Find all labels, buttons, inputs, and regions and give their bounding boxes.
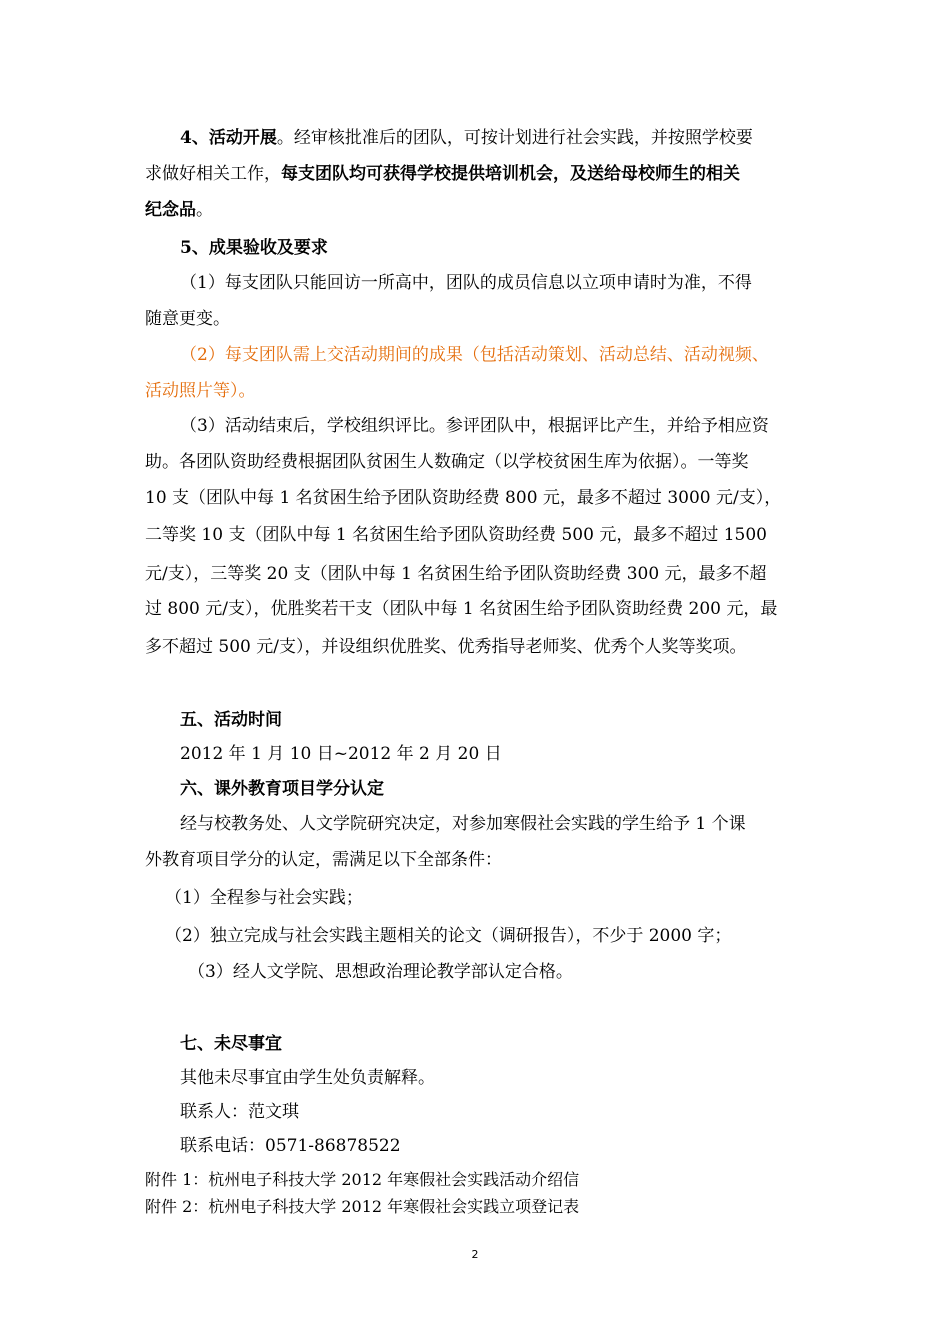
section-5-item-3-line-3: 10 支（团队中每 1 名贫困生给予团队资助经费 800 元，最多不超过 3000 元/支），: [145, 488, 782, 508]
section-5-item-3-line-2: 助。各团队资助经费根据团队贫困生人数确定（以学校贫困生库为依据）。一等奖: [145, 452, 749, 472]
section-5-item-3-line-5: 元/支），三等奖 20 支（团队中每 1 名贫困生给予团队资助经费 300 元，最多不超: [145, 564, 767, 584]
section-5-item-1-line-2: 随意更变。: [145, 309, 230, 329]
condition-2: （2）独立完成与社会实践主题相关的论文（调研报告），不少于 2000 字；: [165, 926, 732, 946]
section-4-heading: 4、活动开展: [180, 128, 277, 148]
attachment-2: 附件 2：杭州电子科技大学 2012 年寒假社会实践立项登记表: [145, 1197, 580, 1216]
section-5-item-3-line-7: 多不超过 500 元/支），并设组织优胜奖、优秀指导老师奖、优秀个人奖等奖项。: [145, 637, 747, 657]
page-number: 2: [471, 1248, 479, 1261]
section-5-item-2-line-2: 活动照片等）。: [145, 381, 256, 401]
section-six-line-1: 经与校教务处、人文学院研究决定，对参加寒假社会实践的学生给予 1 个课: [180, 814, 746, 834]
contact-person: 联系人：范文琪: [180, 1102, 299, 1122]
section-4-line-3: 纪念品。: [145, 200, 213, 220]
section-5-item-1-line-1: （1）每支团队只能回访一所高中，团队的成员信息以立项申请时为准，不得: [180, 273, 752, 293]
section-4-line-1: 4、活动开展。经审核批准后的团队，可按计划进行社会实践，并按照学校要: [180, 128, 753, 148]
condition-3: （3）经人文学院、思想政治理论教学部认定合格。: [188, 962, 573, 982]
section-seven-line-1: 其他未尽事宜由学生处负责解释。: [180, 1068, 435, 1088]
section-5-heading: 5、成果验收及要求: [180, 238, 328, 258]
section-5-item-3-line-1: （3）活动结束后，学校组织评比。参评团队中，根据评比产生，并给予相应资: [180, 416, 769, 436]
section-5-item-3-line-4: 二等奖 10 支（团队中每 1 名贫困生给予团队资助经费 500 元，最多不超过 1500: [145, 525, 767, 545]
condition-1: （1）全程参与社会实践；: [165, 888, 363, 908]
contact-phone: 联系电话：0571-86878522: [180, 1136, 401, 1156]
section-five-heading: 五、活动时间: [180, 710, 282, 730]
section-4-line-2: 求做好相关工作，每支团队均可获得学校提供培训机会，及送给母校师生的相关: [145, 164, 740, 184]
section-six-line-2: 外教育项目学分的认定，需满足以下全部条件：: [145, 850, 502, 870]
section-5-item-2-line-1: （2）每支团队需上交活动期间的成果（包括活动策划、活动总结、活动视频、: [180, 345, 769, 365]
attachment-1: 附件 1：杭州电子科技大学 2012 年寒假社会实践活动介绍信: [145, 1170, 580, 1189]
activity-date-range: 2012 年 1 月 10 日~2012 年 2 月 20 日: [180, 744, 502, 764]
section-six-heading: 六、课外教育项目学分认定: [180, 779, 384, 799]
section-5-item-3-line-6: 过 800 元/支），优胜奖若干支（团队中每 1 名贫困生给予团队资助经费 200 元，最: [145, 599, 778, 619]
section-seven-heading: 七、未尽事宜: [180, 1034, 282, 1054]
